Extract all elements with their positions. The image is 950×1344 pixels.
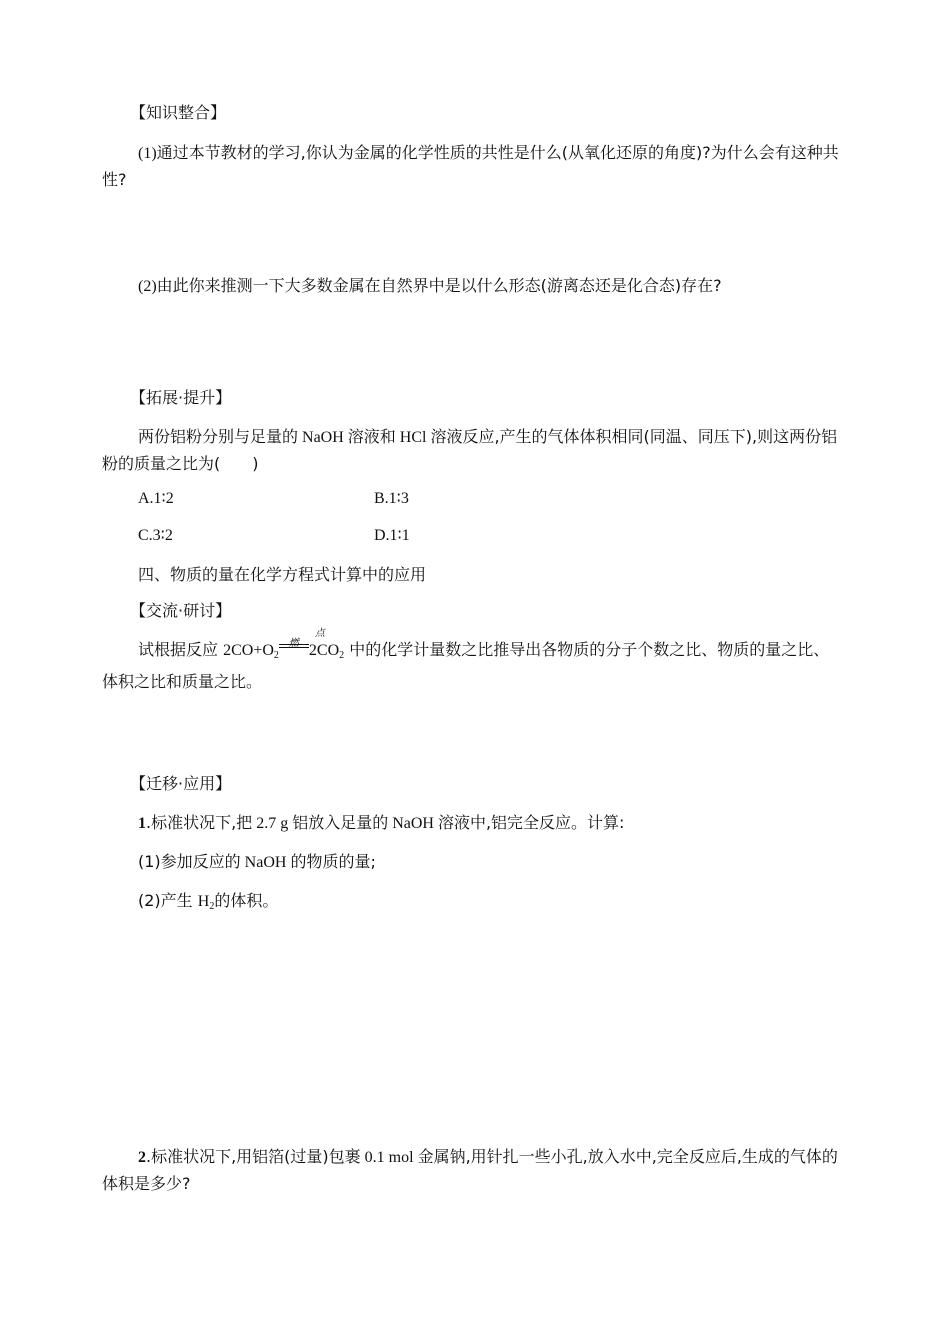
application-2-amount: 0.1 mol [360, 1149, 418, 1166]
equation-line-top [279, 644, 309, 645]
application-1-number: 1 [138, 815, 146, 832]
application-1-text: 铝放入足量的 [292, 813, 389, 832]
reaction-condition-text: 点燃 [288, 628, 325, 649]
sub-2-text: 的体积。 [214, 891, 279, 910]
option-d: D.1∶1 [374, 527, 410, 544]
mc-question-stem [102, 424, 842, 477]
question-1-text: 通过本节教材的学习,你认为金属的化学性质的共性是什么(从氧化还原的角度)?为什么会有这种共性? [102, 143, 839, 189]
option-b: B.1∶3 [374, 490, 409, 507]
application-1 [102, 810, 842, 837]
section-heading-4: 四、物质的量在化学方程式计算中的应用 [138, 565, 427, 584]
reactant-formula: 2CO+O [223, 642, 274, 659]
mc-stem-hcl: HCl [395, 429, 431, 446]
section-title-discussion: 【交流·研讨】 [130, 601, 232, 620]
sub-2-text: (2)产生 [138, 891, 198, 910]
discussion-question [102, 628, 842, 695]
discussion-lead: 试根据反应 [138, 640, 224, 659]
application-1-sub-2 [138, 888, 878, 920]
option-c: C.3∶2 [138, 527, 173, 544]
sub-2-formula: H [197, 893, 210, 910]
mc-stem-part: 溶液和 [347, 427, 396, 446]
sub-1-text: (1)参加反应的 [138, 852, 241, 871]
application-1-mass: 2.7 g [252, 815, 293, 832]
sub-1-text: 的物质的量; [290, 852, 376, 871]
question-2 [102, 273, 842, 300]
application-1-naoh: NaOH [388, 815, 438, 832]
application-2 [102, 1144, 842, 1197]
question-1-number: (1) [138, 145, 157, 162]
question-2-number: (2) [138, 278, 157, 295]
section-title-application: 【迁移·应用】 [130, 774, 232, 793]
mc-stem-naoh: NaOH [298, 429, 348, 446]
mc-stem-part: 溶液反应,产生的气体体积相同(同温、同压下),则这两份铝粉的质量之比为( ) [102, 427, 838, 473]
sub-1-naoh: NaOH [240, 854, 291, 871]
option-a: A.1∶2 [138, 490, 174, 507]
application-2-number: 2 [138, 1149, 146, 1166]
equation-line-bottom [279, 647, 309, 648]
application-2-text: .标准状况下,用铝箔(过量)包裹 [146, 1147, 361, 1166]
application-1-sub-1 [138, 849, 878, 876]
mc-stem-part: 两份铝粉分别与足量的 [138, 427, 299, 446]
discussion-tail: 中的化学计量数之比推导出各物质的分子个数之比、物质的量之比、体积之比和质量之比。 [102, 640, 830, 691]
reaction-condition [279, 628, 325, 655]
section-title-extension: 【拓展·提升】 [130, 388, 232, 407]
application-1-text: .标准状况下,把 [146, 813, 253, 832]
section-title-knowledge: 【知识整合】 [130, 103, 227, 122]
question-1 [102, 140, 842, 193]
sub-2-subscript: 2 [209, 901, 215, 912]
application-1-text: 溶液中,铝完全反应。计算: [437, 813, 625, 832]
question-2-text: 由此你来推测一下大多数金属在自然界中是以什么形态(游离态还是化合态)存在? [156, 276, 722, 295]
application-2-text: 金属钠,用针扎一些小孔,放入水中,完全反应后,生成的气体的体积是多少? [102, 1147, 838, 1193]
product-subscript: 2 [339, 650, 345, 661]
product-formula: 2CO [308, 642, 340, 659]
reactant-subscript: 2 [273, 650, 279, 661]
